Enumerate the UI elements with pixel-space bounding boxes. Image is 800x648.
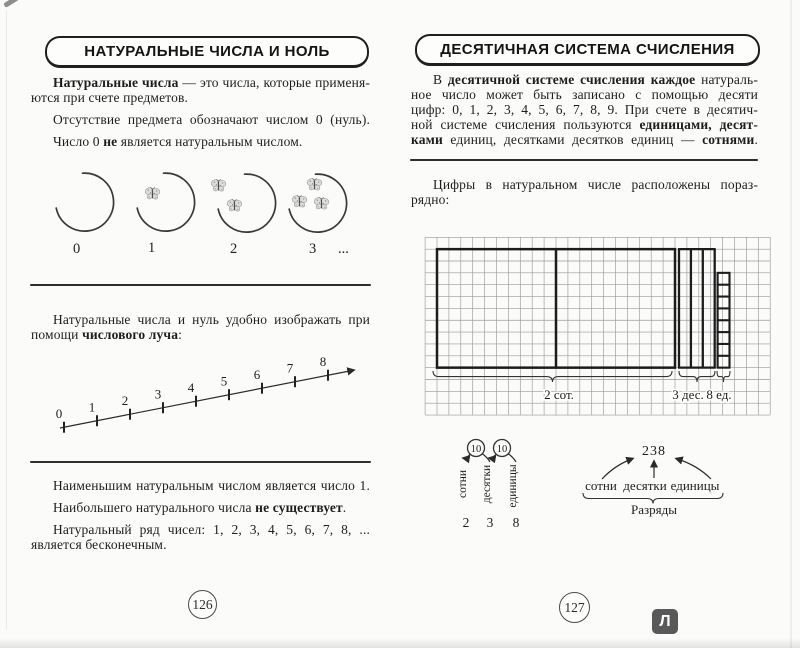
count-label: ...	[338, 241, 349, 257]
grid-figure	[424, 228, 784, 420]
place-arrows	[602, 459, 711, 480]
ten-badge-1: 10	[470, 444, 482, 455]
ten-badge-2: 10	[496, 444, 508, 455]
right-section-title: ДЕСЯТИЧНАЯ СИСТЕМА СЧИСЛЕНИЯ	[440, 41, 735, 58]
place-word: единицы	[670, 478, 720, 493]
ray-tick-label: 0	[55, 406, 63, 422]
watermark-letter: Л	[659, 612, 671, 630]
paragraph	[411, 72, 758, 147]
paragraph	[31, 112, 370, 127]
butterfly-icon	[144, 186, 161, 200]
left-intro-text	[31, 75, 370, 149]
places-caption: Разряды	[631, 502, 677, 517]
count-label: 2	[230, 241, 238, 257]
ray-tick-label: 6	[253, 367, 261, 383]
paragraph	[31, 500, 370, 515]
ray-tick-label: 1	[88, 399, 96, 415]
left-divider-1	[30, 284, 371, 286]
butterfly-icon	[226, 198, 243, 212]
paragraph	[31, 478, 370, 493]
left-divider-2	[30, 461, 371, 463]
count-label: 1	[148, 240, 156, 256]
page-number-badge-right	[559, 592, 590, 623]
text-line: рядно:	[411, 192, 450, 207]
text-line: Число 0 не является натуральным числом.	[53, 134, 303, 149]
text-line: Натуральный ряд чисел: 1, 2, 3, 4, 5, 6, 7, 8, ...	[53, 522, 370, 537]
number-238: 238	[642, 444, 666, 459]
butterfly-icon	[306, 177, 323, 191]
units-cells	[717, 273, 731, 368]
ray-line	[60, 370, 354, 428]
left-bottom-text	[31, 478, 370, 552]
place-value-figure	[445, 432, 735, 532]
column-name: сотни	[457, 469, 469, 499]
column-digit: 2	[462, 515, 470, 530]
left-section-title: НАТУРАЛЬНЫЕ ЧИСЛА И НОЛЬ	[84, 43, 330, 60]
butterfly-icon	[210, 178, 227, 192]
ray-tick-label: 2	[121, 393, 129, 409]
text-line: Отсутствие предмета обозначают числом 0 (нуль).	[53, 112, 370, 127]
place-words	[585, 478, 720, 493]
place-word: десятки	[623, 478, 667, 493]
column-digit: 8	[512, 515, 520, 530]
paragraph	[411, 177, 758, 207]
ray-tick-label: 3	[154, 386, 162, 402]
text-line: ное число может быть записано с помощью десяти	[411, 87, 758, 102]
text-line: цифр: 0, 1, 2, 3, 4, 5, 6, 7, 8, 9. При счете в десятич-	[411, 102, 758, 117]
grid-labels	[544, 387, 732, 402]
number-ray-figure	[38, 352, 372, 436]
ray-tick-label: 7	[286, 360, 294, 376]
tens-label: 3 дес.	[672, 387, 704, 402]
paragraph	[31, 134, 370, 149]
right-section-title-box	[415, 34, 760, 66]
right-intro-text	[411, 72, 758, 147]
text-line: Наибольшего натурального числа не существует.	[53, 500, 347, 515]
text-line: Цифры в натуральном числе расположены пораз-	[433, 177, 758, 192]
ray-tick-label: 8	[319, 354, 327, 370]
text-line: Натуральные числа — это числа, которые применя-	[53, 75, 370, 90]
place-digits	[463, 515, 520, 530]
text-line: Натуральные числа и нуль удобно изображать при	[53, 312, 370, 327]
text-line: ной системе счисления пользуются единицами, десят-	[411, 117, 758, 132]
watermark-logo	[652, 609, 678, 634]
digits-place-text	[411, 177, 758, 207]
counting-figure	[38, 162, 372, 262]
hundreds-label: 2 сот.	[544, 387, 574, 402]
column-name: десятки	[481, 464, 493, 504]
text-line: является бесконечным.	[31, 537, 167, 552]
page-number-right: 127	[564, 599, 585, 615]
paragraph	[31, 312, 370, 342]
text-line: помощи числового луча:	[31, 327, 182, 342]
butterflies	[144, 177, 330, 212]
grid-braces	[433, 371, 730, 382]
page-number-left: 126	[192, 596, 213, 612]
counting-labels	[73, 240, 349, 257]
ray-tick-label: 5	[220, 373, 228, 389]
units-label: 8 ед.	[706, 387, 732, 402]
text-line: Наименьшим натуральным числом является число 1.	[53, 478, 370, 493]
paragraph	[31, 75, 370, 105]
place-word: сотни	[585, 478, 617, 493]
count-label: 0	[73, 241, 81, 257]
place-columns	[457, 464, 519, 507]
text-line: В десятичной системе счисления каждое натураль-	[433, 72, 759, 87]
left-section-title-box	[45, 36, 369, 68]
column-name: единицы	[507, 464, 519, 508]
text-line: ками единиц, десятками десятков единиц — сотнями.	[411, 132, 758, 147]
ten-badges	[463, 440, 516, 463]
ray-tick-label: 4	[187, 380, 195, 396]
butterfly-icon	[313, 196, 330, 210]
butterfly-icon	[291, 194, 308, 208]
column-digit: 3	[486, 515, 494, 530]
paragraph	[31, 522, 370, 552]
text-line: ются при счете предметов.	[31, 90, 189, 105]
right-divider-1	[410, 159, 758, 161]
count-label: 3	[309, 241, 317, 257]
ray-intro-text	[31, 312, 370, 342]
ray-ticks	[56, 354, 328, 433]
page-number-badge-left	[188, 590, 217, 619]
